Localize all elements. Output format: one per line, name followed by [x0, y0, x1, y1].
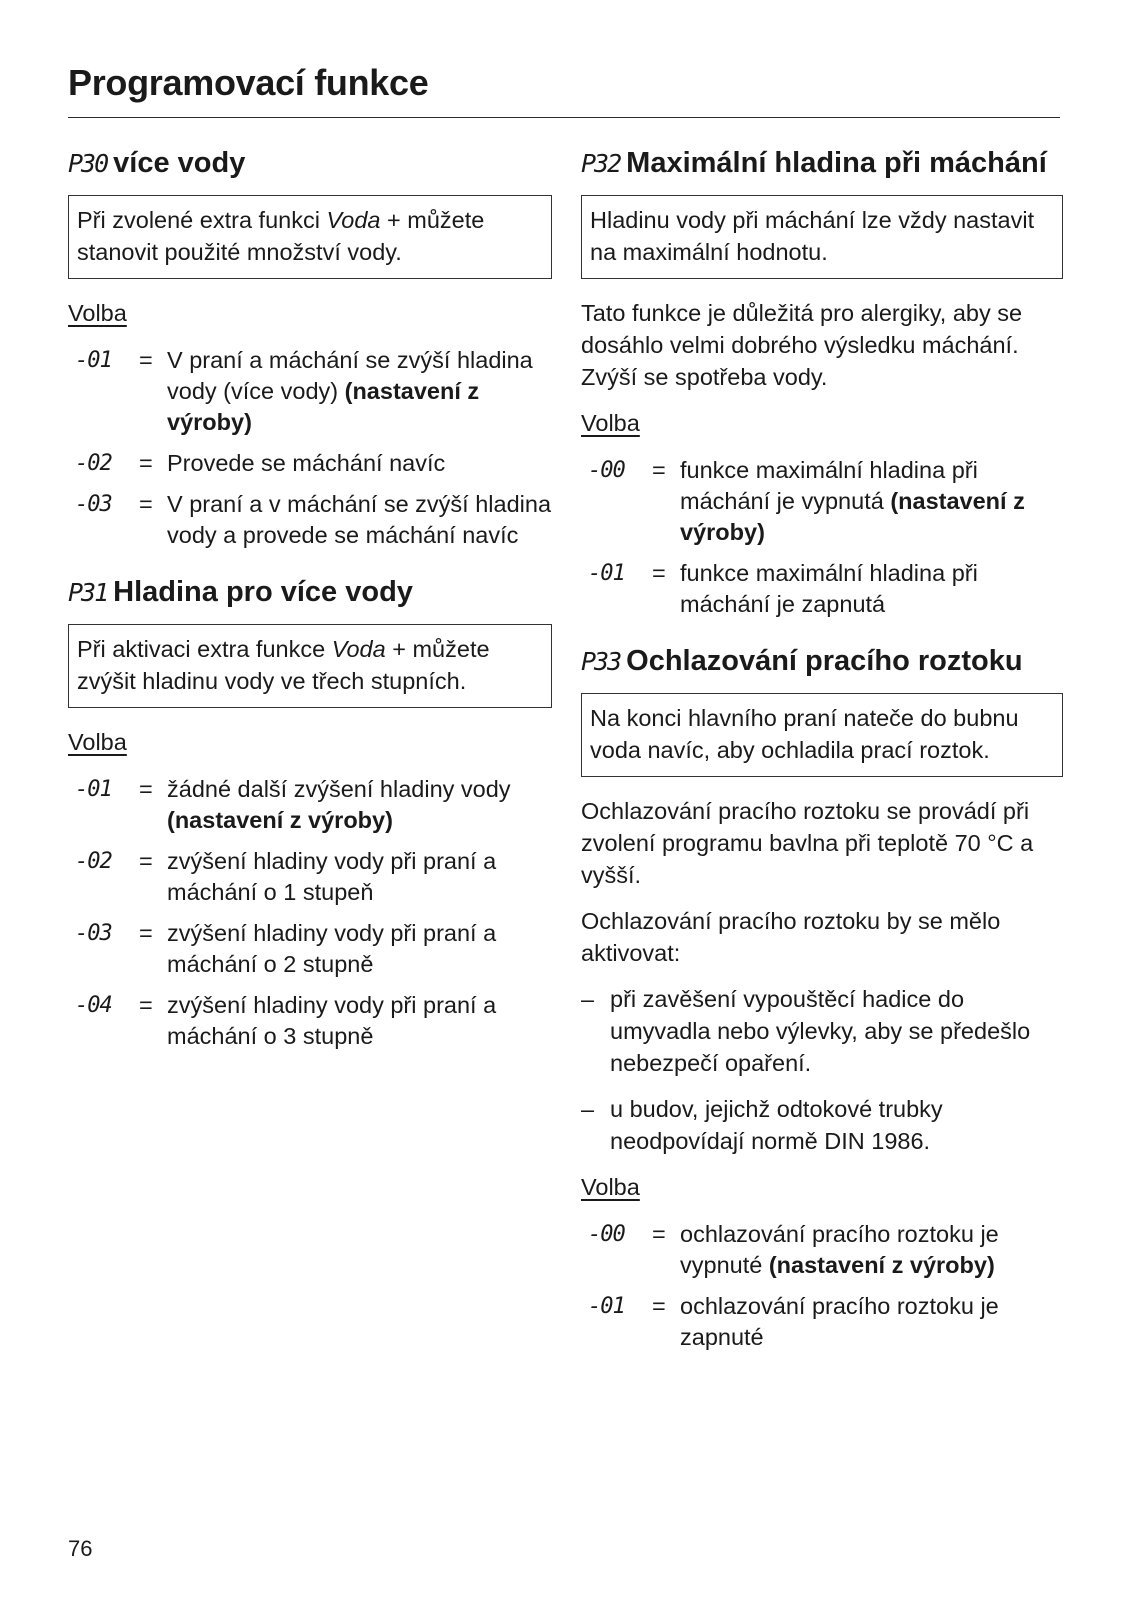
- body-paragraph: Ochlazování pracího roztoku se provádí při zvolení programu bavlna při teplotě 70 °C a vyšší.: [581, 798, 1034, 888]
- option-equals: =: [139, 491, 153, 517]
- option-code: -02: [75, 451, 112, 476]
- option-code: -01: [75, 348, 112, 373]
- section-heading-p32: [581, 144, 1063, 183]
- dash-marker: –: [581, 1096, 595, 1122]
- option-text: funkce maximální hladina při máchání je zapnutá: [680, 560, 978, 617]
- volba-label: Volba: [68, 729, 127, 755]
- section-title: více vody: [113, 147, 246, 179]
- option-code: -00: [588, 1222, 625, 1247]
- option-row: [68, 846, 552, 908]
- option-text: žádné další zvýšení hladiny vody (nastavení z výroby): [167, 776, 511, 833]
- option-code: -01: [588, 1294, 625, 1319]
- program-code: P32: [581, 149, 621, 178]
- info-box: Na konci hlavního praní nateče do bubnu voda navíc, aby ochladila prací roztok.: [581, 693, 1063, 777]
- bullet-item: [581, 1093, 1063, 1157]
- option-equals: =: [139, 920, 153, 946]
- section-title: Maximální hladina při máchání: [626, 147, 1047, 179]
- info-text: Při zvolené extra funkci: [77, 207, 327, 233]
- info-text: + můžete zvýšit hladinu vody ve třech stupních.: [77, 636, 490, 694]
- section-title: Ochlazování pracího roztoku: [626, 645, 1023, 677]
- option-row: [68, 345, 552, 438]
- section-p32: [581, 144, 1063, 620]
- option-row: [68, 448, 552, 479]
- option-code: -03: [75, 921, 112, 946]
- info-text: + můžete stanovit použité množství vody.: [77, 207, 485, 265]
- option-text: V praní a máchání se zvýší hladina vody (více vody) (nastavení z výroby): [167, 347, 533, 435]
- option-equals: =: [139, 992, 153, 1018]
- option-equals: =: [652, 1293, 666, 1319]
- page-number: 76: [68, 1536, 93, 1561]
- option-code: -04: [75, 993, 112, 1018]
- option-row: [68, 918, 552, 980]
- left-column: [68, 144, 552, 1074]
- option-equals: =: [652, 457, 666, 483]
- bullet-text: u budov, jejichž odtokové trubky neodpovídají normě DIN 1986.: [610, 1096, 943, 1154]
- volba-label: Volba: [581, 410, 640, 436]
- info-box: [68, 624, 552, 708]
- section-heading-p31: [68, 573, 552, 612]
- body-paragraph: Tato funkce je důležitá pro alergiky, aby se dosáhlo velmi dobrého výsledku máchání. Zvýší se spotřeba vody.: [581, 300, 1023, 390]
- page-title: Programovací funkce: [68, 62, 429, 103]
- info-text-italic: Voda: [326, 207, 381, 233]
- option-equals: =: [139, 776, 153, 802]
- program-code: P33: [581, 647, 621, 676]
- option-code: -03: [75, 492, 112, 517]
- option-equals: =: [139, 450, 153, 476]
- option-text: zvýšení hladiny vody při praní a máchání o 3 stupně: [167, 992, 497, 1049]
- volba-label: Volba: [581, 1174, 640, 1200]
- info-box: Hladinu vody při máchání lze vždy nastavit na maximální hodnotu.: [581, 195, 1063, 279]
- option-equals: =: [139, 848, 153, 874]
- option-code: -00: [588, 458, 625, 483]
- option-text: ochlazování pracího roztoku je zapnuté: [680, 1293, 999, 1350]
- option-code: -01: [588, 561, 625, 586]
- info-box: [68, 195, 552, 279]
- info-text: Při aktivaci extra funkce: [77, 636, 332, 662]
- option-text: V praní a v máchání se zvýší hladina vody a provede se máchání navíc: [167, 491, 552, 548]
- option-row: [68, 990, 552, 1052]
- program-code: P30: [68, 149, 108, 178]
- option-text: ochlazování pracího roztoku je vypnuté (nastavení z výroby): [680, 1221, 999, 1278]
- info-text-italic: Voda: [331, 636, 386, 662]
- right-column: [581, 144, 1063, 1375]
- option-row: [581, 455, 1063, 548]
- volba-label: Volba: [68, 300, 127, 326]
- section-heading-p30: [68, 144, 552, 183]
- section-heading-p33: [581, 642, 1063, 681]
- option-equals: =: [652, 560, 666, 586]
- option-text: zvýšení hladiny vody při praní a máchání o 1 stupeň: [167, 848, 497, 905]
- section-p31: [68, 573, 552, 1052]
- option-text: zvýšení hladiny vody při praní a máchání o 2 stupně: [167, 920, 497, 977]
- option-code: -01: [75, 777, 112, 802]
- option-equals: =: [139, 347, 153, 373]
- option-row: [68, 489, 552, 551]
- bullet-item: [581, 983, 1063, 1079]
- section-p30: [68, 144, 552, 551]
- dash-marker: –: [581, 986, 595, 1012]
- option-text: Provede se máchání navíc: [167, 450, 446, 476]
- body-paragraph: Ochlazování pracího roztoku by se mělo aktivovat:: [581, 908, 1001, 966]
- option-equals: =: [652, 1221, 666, 1247]
- option-row: [581, 1291, 1063, 1353]
- option-code: -02: [75, 849, 112, 874]
- option-row: [581, 558, 1063, 620]
- option-row: [68, 774, 552, 836]
- option-text: funkce maximální hladina při máchání je vypnutá (nastavení z výroby): [680, 457, 1025, 545]
- program-code: P31: [68, 578, 108, 607]
- title-divider: [68, 117, 1060, 118]
- section-title: Hladina pro více vody: [113, 576, 413, 608]
- section-p33: [581, 642, 1063, 1353]
- option-row: [581, 1219, 1063, 1281]
- bullet-text: při zavěšení vypouštěcí hadice do umyvadla nebo výlevky, aby se předešlo nebezpečí opaření.: [610, 986, 1031, 1076]
